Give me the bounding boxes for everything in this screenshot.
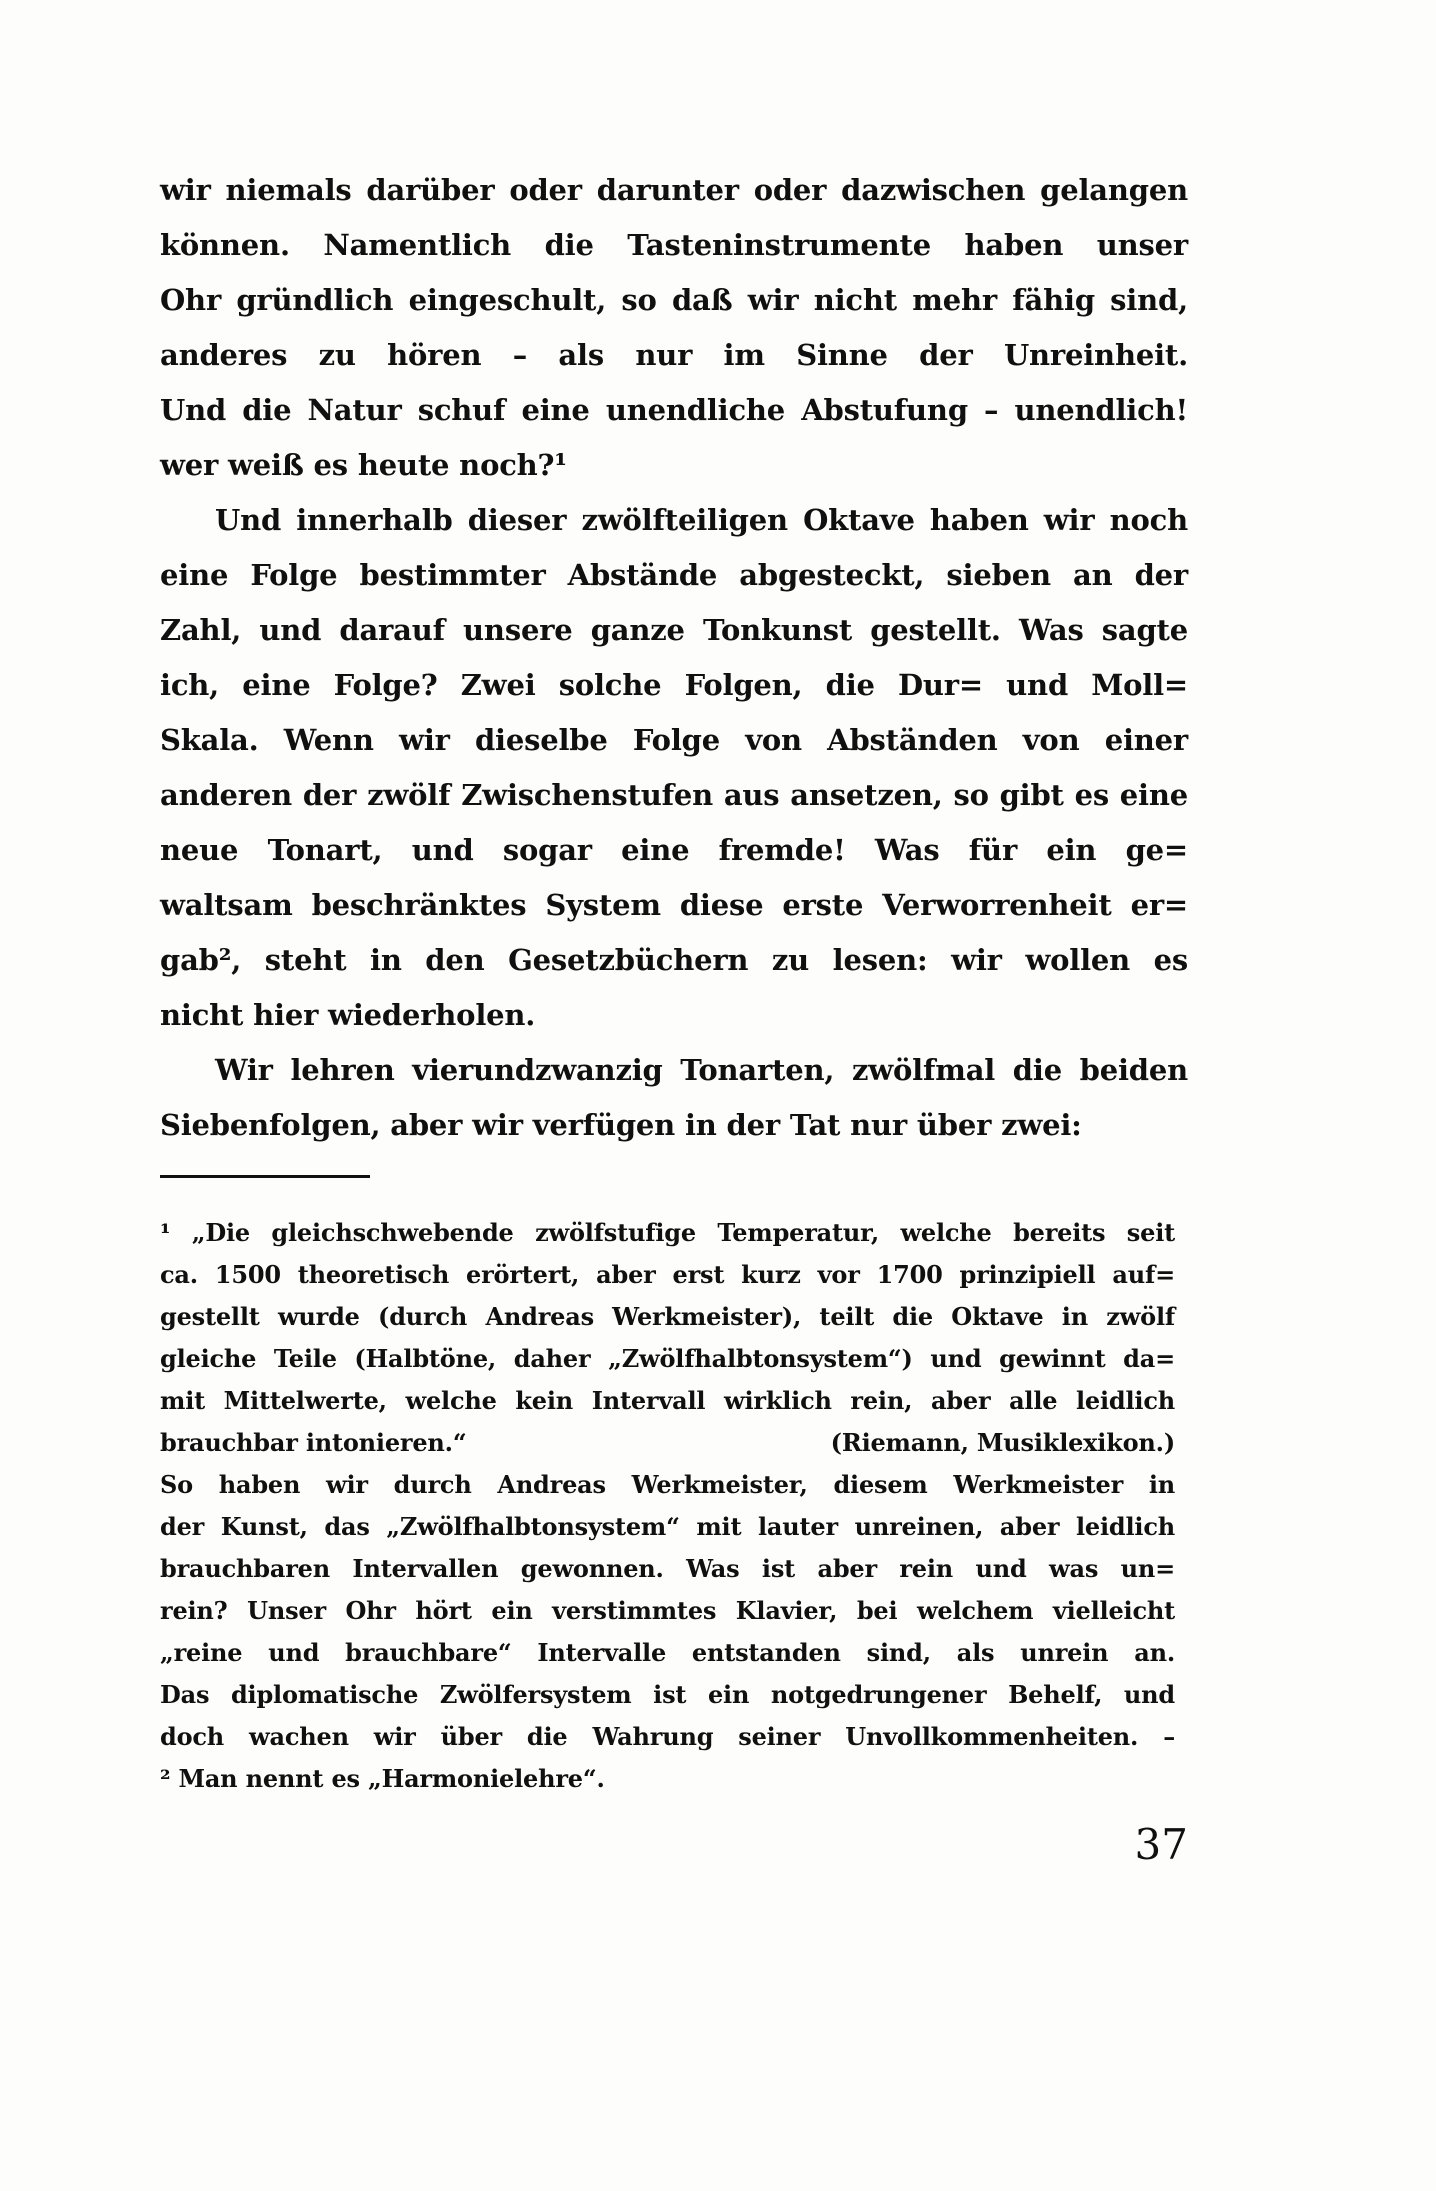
text-line: nicht hier wiederholen. [160,998,536,1032]
text-line: Wir lehren vierundzwanzig Tonarten, zwölfmal die beiden [215,1053,1188,1087]
footnote-line: ¹ „Die gleichschwebende zwölfstufige Temperatur, welche bereits seit [160,1218,1175,1247]
footnote-line: gleiche Teile (Halbtöne, daher „Zwölfhalbtonsystem“) und gewinnt da= [160,1344,1175,1373]
footnote-separator [160,1175,370,1178]
text-line: anderen der zwölf Zwischenstufen aus ansetzen, so gibt es eine [160,778,1188,812]
text-line: eine Folge bestimmter Abstände abgesteckt, sieben an der [160,558,1188,592]
text-line: können. Namentlich die Tasteninstrumente haben unser [160,228,1188,262]
text-line: wir niemals darüber oder darunter oder dazwischen gelangen [160,173,1188,207]
footnote-line [160,1422,1175,1464]
main-text [160,163,1188,1153]
footnote-section [160,1212,1175,1800]
text-line: wer weiß es heute noch?¹ [160,448,567,482]
text-line: Und die Natur schuf eine unendliche Abstufung – unendlich! [160,393,1188,427]
footnote-line: ca. 1500 theoretisch erörtert, aber erst kurz vor 1700 prinzipiell auf= [160,1260,1175,1289]
footnote-attribution: (Riemann, Musiklexikon.) [830,1428,1175,1457]
page-number: 37 [1134,1820,1188,1869]
footnote-line: gestellt wurde (durch Andreas Werkmeister), teilt die Oktave in zwölf [160,1302,1175,1331]
footnote-line: So haben wir durch Andreas Werkmeister, diesem Werkmeister in [160,1470,1175,1499]
text-line: Und innerhalb dieser zwölfteiligen Oktave haben wir noch [215,503,1188,537]
text-line: Ohr gründlich eingeschult, so daß wir nicht mehr fähig sind, [160,283,1188,317]
paragraph [160,1043,1188,1153]
footnote-line: der Kunst, das „Zwölfhalbtonsystem“ mit lauter unreinen, aber leidlich [160,1512,1175,1541]
footnote-line: brauchbaren Intervallen gewonnen. Was ist aber rein und was un= [160,1554,1175,1583]
footnote-text: brauchbar intonieren.“ [160,1428,467,1457]
text-line: Skala. Wenn wir dieselbe Folge von Abständen von einer [160,723,1188,757]
text-line: anderes zu hören – als nur im Sinne der Unreinheit. [160,338,1188,372]
text-line: waltsam beschränktes System diese erste Verworrenheit er= [160,888,1188,922]
text-line: Zahl, und darauf unsere ganze Tonkunst gestellt. Was sagte [160,613,1188,647]
footnote-line: doch wachen wir über die Wahrung seiner Unvollkommenheiten. – [160,1722,1175,1751]
text-line: ich, eine Folge? Zwei solche Folgen, die Dur= und Moll= [160,668,1188,702]
paragraph [160,493,1188,1043]
footnote-line: ² Man nennt es „Harmonielehre“. [160,1764,605,1793]
text-line: neue Tonart, und sogar eine fremde! Was für ein ge= [160,833,1188,867]
footnote-line: „reine und brauchbare“ Intervalle entstanden sind, als unrein an. [160,1638,1175,1667]
paragraph [160,163,1188,493]
footnote-line: Das diplomatische Zwölfersystem ist ein notgedrungener Behelf, und [160,1680,1175,1709]
text-line: gab², steht in den Gesetzbüchern zu lesen: wir wollen es [160,943,1188,977]
footnote-line: mit Mittelwerte, welche kein Intervall wirklich rein, aber alle leidlich [160,1386,1175,1415]
footnote-line: rein? Unser Ohr hört ein verstimmtes Klavier, bei welchem vielleicht [160,1596,1175,1625]
text-line: Siebenfolgen, aber wir verfügen in der Tat nur über zwei: [160,1108,1082,1142]
